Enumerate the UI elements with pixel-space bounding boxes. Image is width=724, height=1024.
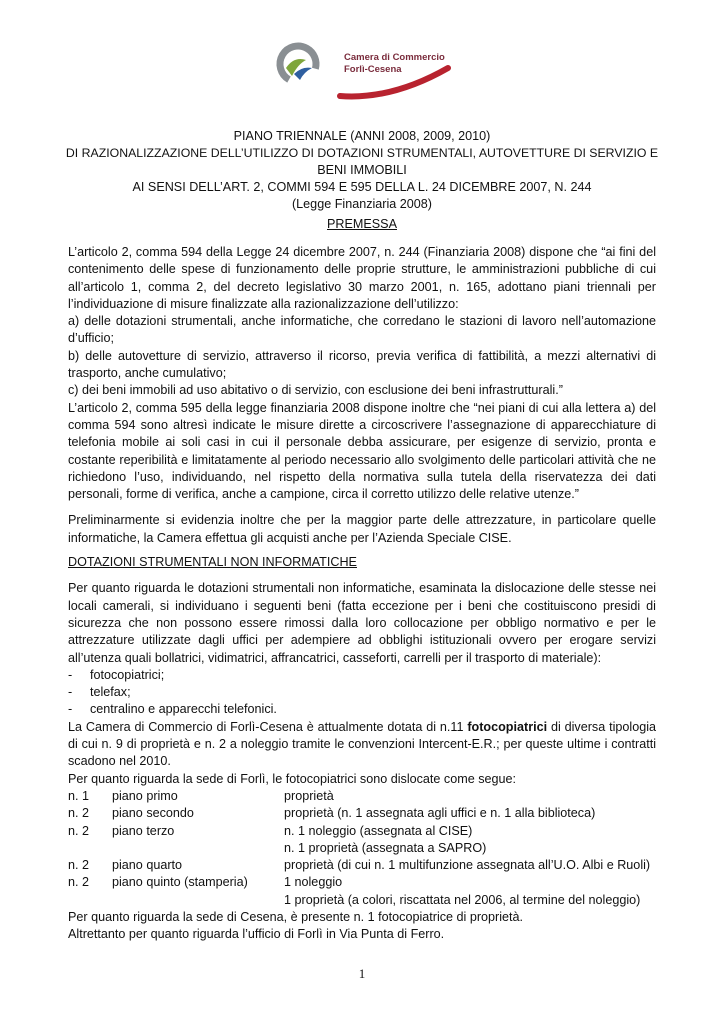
- table-cell-n: [68, 892, 112, 909]
- premessa-paragraph-1: L’articolo 2, comma 594 della Legge 24 dicembre 2007, n. 244 (Finanziaria 2008) dispone che “ai fini del contenimento delle spese di funzionamento delle proprie strutture, le amministrazioni pubbliche di cui all’articolo 1, comma 2, del decreto legislativo 30 marzo 2001, n. 165, adottano piani triennali per l’individuazione di misure finalizzate alla razionalizzazione dell’utilizzo:: [68, 245, 656, 311]
- list-item-text: centralino e apparecchi telefonici.: [90, 702, 277, 717]
- table-cell-piano: piano terzo: [112, 823, 175, 838]
- table-row: [68, 823, 656, 840]
- table-row: [68, 892, 656, 909]
- dotazioni-paragraph-4: Per quanto riguarda la sede di Cesena, è presente n. 1 fotocopiatrice di proprietà.: [68, 909, 524, 924]
- header-line-3: BENI IMMOBILI: [317, 163, 407, 177]
- header-line-4: AI SENSI DELL’ART. 2, COMMI 594 E 595 DELLA L. 24 DICEMBRE 2007, N. 244: [132, 180, 592, 194]
- table-row: [68, 788, 656, 805]
- premessa-section: [68, 244, 656, 944]
- table-cell-n: n. 2: [68, 806, 90, 821]
- table-cell-piano: [112, 840, 284, 857]
- document-header: [60, 128, 664, 233]
- page-number: 1: [358, 966, 366, 981]
- logo-line-2: Forlì-Cesena: [344, 64, 402, 75]
- table-row: [68, 840, 656, 857]
- premessa-item-c: c) dei beni immobili ad uso abitativo o di servizio, con esclusione dei beni infrastrutturali.”: [68, 383, 563, 398]
- list-item: - fotocopiatrici;: [68, 667, 656, 684]
- table-cell-piano: [112, 892, 284, 909]
- header-line-2: DI RAZIONALIZZAZIONE DELL’UTILIZZO DI DOTAZIONI STRUMENTALI, AUTOVETTURE DI SERVIZIO E: [65, 146, 659, 160]
- premessa-item-a: a) delle dotazioni strumentali, anche informatiche, che corredano le stazioni di lavoro nell’automazione d’ufficio;: [68, 314, 656, 346]
- dotazioni-paragraph-2: [68, 719, 656, 771]
- table-cell-desc: proprietà (di cui n. 1 multifunzione assegnata all’U.O. Albi e Ruoli): [284, 858, 651, 873]
- table-cell-desc: proprietà: [284, 788, 334, 803]
- dotazioni-p2-pre: La Camera di Commercio di Forlì-Cesena è attualmente dotata di n.11: [68, 719, 468, 734]
- table-cell-n: n. 2: [68, 823, 90, 838]
- dotazioni-p2-bold: fotocopiatrici: [467, 719, 548, 734]
- dotazioni-heading: DOTAZIONI STRUMENTALI NON INFORMATICHE: [68, 555, 357, 570]
- premessa-paragraph-3: Preliminarmente si evidenzia inoltre che per la maggior parte delle attrezzature, in particolare quelle informatiche, la Camera effettua gli acquisti anche per l’Azienda Speciale CISE.: [68, 513, 656, 545]
- table-cell-n: n. 1: [68, 788, 90, 803]
- logo-line-1: Camera di Commercio: [344, 52, 445, 63]
- table-cell-desc: 1 noleggio: [284, 875, 343, 890]
- header-line-5: (Legge Finanziaria 2008): [291, 197, 433, 211]
- chamber-logo: [272, 38, 454, 108]
- table-cell-desc: proprietà (n. 1 assegnata agli uffici e n. 1 alla biblioteca): [284, 806, 596, 821]
- table-cell-n: [68, 840, 112, 857]
- table-row: [68, 857, 656, 874]
- table-row: [68, 874, 656, 891]
- table-cell-piano: piano quinto (stamperia): [112, 875, 248, 890]
- list-item: - telefax;: [68, 684, 656, 701]
- photocopier-table: [68, 788, 656, 909]
- table-row: [68, 805, 656, 822]
- table-cell-desc: n. 1 noleggio (assegnata al CISE): [284, 823, 473, 838]
- table-cell-n: n. 2: [68, 858, 90, 873]
- logo-wordmark: [344, 52, 445, 76]
- table-cell-n: n. 2: [68, 875, 90, 890]
- table-cell-piano: piano quarto: [112, 858, 183, 873]
- table-cell-piano: piano primo: [112, 788, 178, 803]
- list-item-text: fotocopiatrici;: [90, 667, 165, 682]
- premessa-heading: PREMESSA: [327, 217, 397, 231]
- dotazioni-paragraph-3: Per quanto riguarda la sede di Forlì, le fotocopiatrici sono dislocate come segue:: [68, 771, 517, 786]
- table-cell-desc: n. 1 proprietà (assegnata a SAPRO): [284, 840, 487, 855]
- dotazioni-paragraph-5: Altrettanto per quanto riguarda l’ufficio di Forlì in Via Punta di Ferro.: [68, 927, 445, 942]
- list-item-text: telefax;: [90, 685, 131, 700]
- header-line-1: PIANO TRIENNALE (ANNI 2008, 2009, 2010): [233, 129, 491, 143]
- list-item: - centralino e apparecchi telefonici.: [68, 701, 656, 718]
- dotazioni-p2-post: di diversa tipologia di cui n. 9 di proprietà e n. 2 a noleggio tramite le convenzioni Intercent-E.R.; per queste ultime i contratti scadono nel 2010.: [68, 719, 657, 769]
- dotazioni-paragraph-1: Per quanto riguarda le dotazioni strumentali non informatiche, esaminata la dislocazione delle stesse nei locali camerali, si individuano i seguenti beni (fatta eccezione per i beni che costituiscono presidi di sicurezza che non possono essere rimossi dalla loro collocazione per obbligo normativo e per le attrezzature utilizzate dagli uffici per adempiere ad obblighi istituzionali ovvero per erogare servizi all’utenza quali bollatrici, vidimatrici, affrancatrici, casseforti, carrelli per il trasporto di materiale):: [68, 581, 656, 665]
- table-cell-desc: 1 proprietà (a colori, riscattata nel 2006, al termine del noleggio): [284, 892, 641, 907]
- premessa-item-b: b) delle autovetture di servizio, attraverso il ricorso, previa verifica di fattibilità, a mezzi alternativi di trasporto, anche cumulativo;: [68, 348, 656, 381]
- table-cell-piano: piano secondo: [112, 806, 194, 821]
- premessa-paragraph-2: L’articolo 2, comma 595 della legge finanziaria 2008 dispone inoltre che “nei piani di cui alla lettera a) del comma 594 sono altresì indicate le misure dirette a circoscrivere l’assegnazione di apparecchiature di telefonia mobile ai soli casi in cui il personale debba assicurare, per esigenze di servizio, pronta e costante reperibilità e limitatamente al periodo necessario allo svolgimento delle particolari attività che ne richiedono l’uso, individuando, nel rispetto della normativa sulla tutela della riservatezza dei dati personali, forme di verifica, anche a campione, circa il corretto utilizzo delle relative utenze.”: [68, 400, 656, 502]
